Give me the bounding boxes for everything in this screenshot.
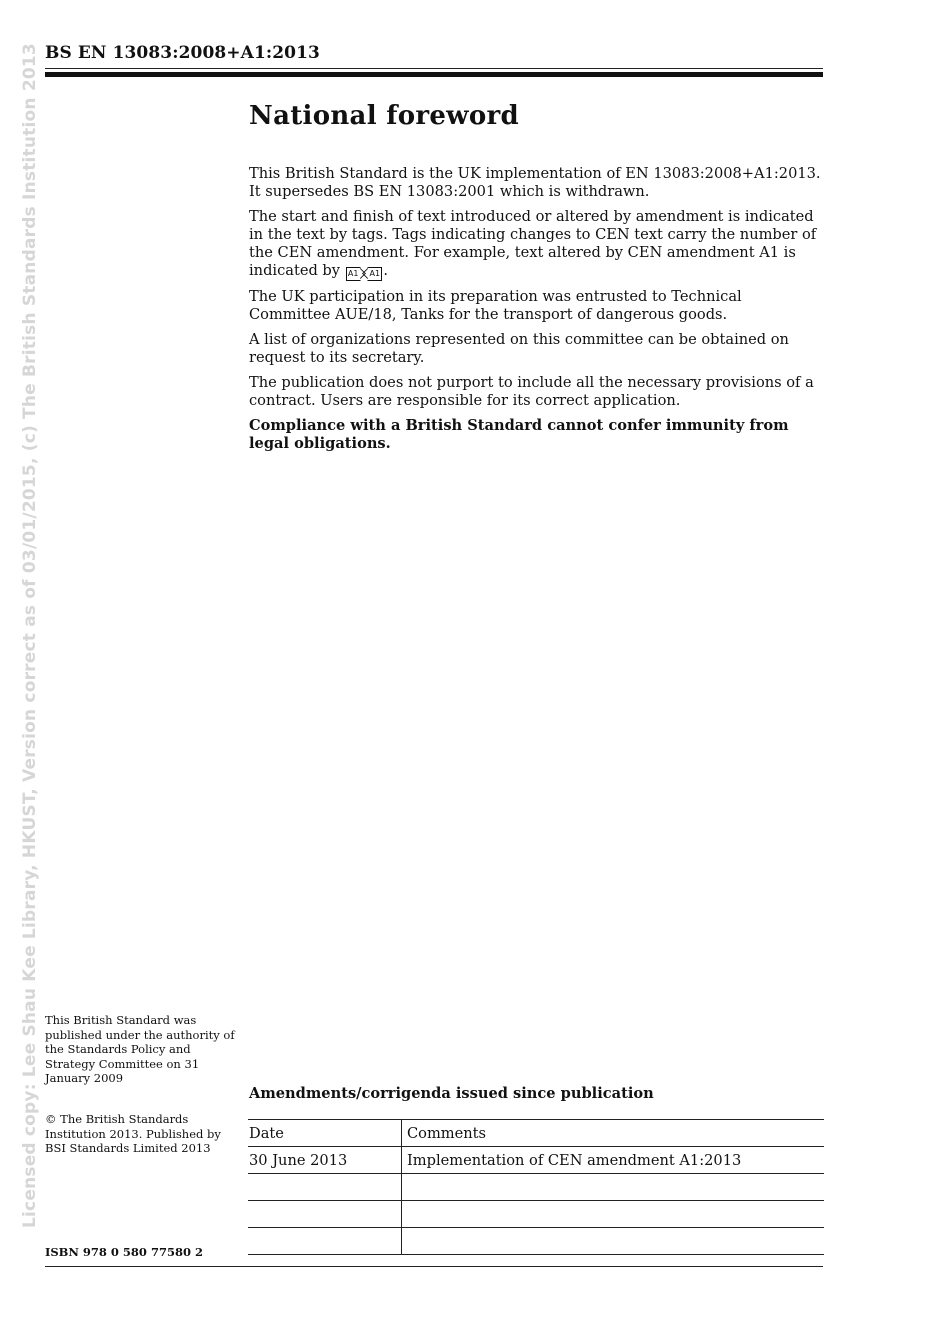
- table-cell-date: [248, 1228, 402, 1255]
- table-row: [248, 1147, 824, 1174]
- amendment-tags-end: .: [383, 262, 388, 279]
- paragraph-amendment-tags: [249, 208, 827, 281]
- table-row: [248, 1174, 824, 1201]
- table-cell-comments: [402, 1228, 825, 1255]
- paragraph-implementation: This British Standard is the UK implementation of EN 13083:2008+A1:2013. It supersedes BS EN 13083:2001 which is withdrawn.: [249, 165, 821, 200]
- amendment-close-tag-icon: A1: [367, 267, 382, 281]
- isbn-number: ISBN 978 0 580 77580 2: [45, 1245, 203, 1259]
- header-rule-thick: [45, 72, 823, 77]
- page-title: National foreword: [249, 101, 519, 131]
- license-watermark: Licensed copy: Lee Shau Kee Library, HKUST, Version correct as of 03/01/2015, (c) The British Standards Institution 2013: [20, 43, 40, 1228]
- table-header-row: [248, 1120, 824, 1147]
- publication-note: This British Standard was published under the authority of the Standards Policy and Strategy Committee on 31 January 2009: [45, 1013, 235, 1085]
- table-cell-comments: [402, 1174, 825, 1201]
- document-code: BS EN 13083:2008+A1:2013: [45, 43, 320, 63]
- column-header-comments: Comments: [402, 1120, 825, 1147]
- header-rule-thin: [45, 68, 823, 69]
- footer-rule: [45, 1266, 823, 1267]
- paragraph-compliance: Compliance with a British Standard cannot confer immunity from legal obligations.: [249, 417, 789, 452]
- table-cell-date: [248, 1201, 402, 1228]
- amendments-table: [248, 1119, 824, 1255]
- table-row: [248, 1228, 824, 1255]
- amendments-heading: Amendments/corrigenda issued since publication: [249, 1085, 654, 1102]
- amendment-tags-text: The start and finish of text introduced or altered by amendment is indicated in the text by tags. Tags indicating changes to CEN text carry the number of the CEN amendment. For example, text altered by CEN amendment A1 is indicated by: [249, 208, 817, 279]
- table-cell-comments: [402, 1201, 825, 1228]
- table-cell-date: 30 June 2013: [248, 1147, 402, 1174]
- paragraph-contract: The publication does not purport to include all the necessary provisions of a contract. Users are responsible for its correct application.: [249, 374, 814, 409]
- column-header-date: Date: [248, 1120, 402, 1147]
- paragraph-organizations: A list of organizations represented on this committee can be obtained on request to its secretary.: [249, 331, 789, 366]
- copyright-note: © The British Standards Institution 2013. Published by BSI Standards Limited 2013: [45, 1112, 221, 1155]
- table-row: [248, 1201, 824, 1228]
- amendment-open-tag-icon: A1: [346, 267, 361, 281]
- foreword-body: [249, 165, 827, 460]
- paragraph-committee: The UK participation in its preparation was entrusted to Technical Committee AUE/18, Tanks for the transport of dangerous goods.: [249, 288, 742, 323]
- table-cell-date: [248, 1174, 402, 1201]
- table-cell-comments: Implementation of CEN amendment A1:2013: [402, 1147, 825, 1174]
